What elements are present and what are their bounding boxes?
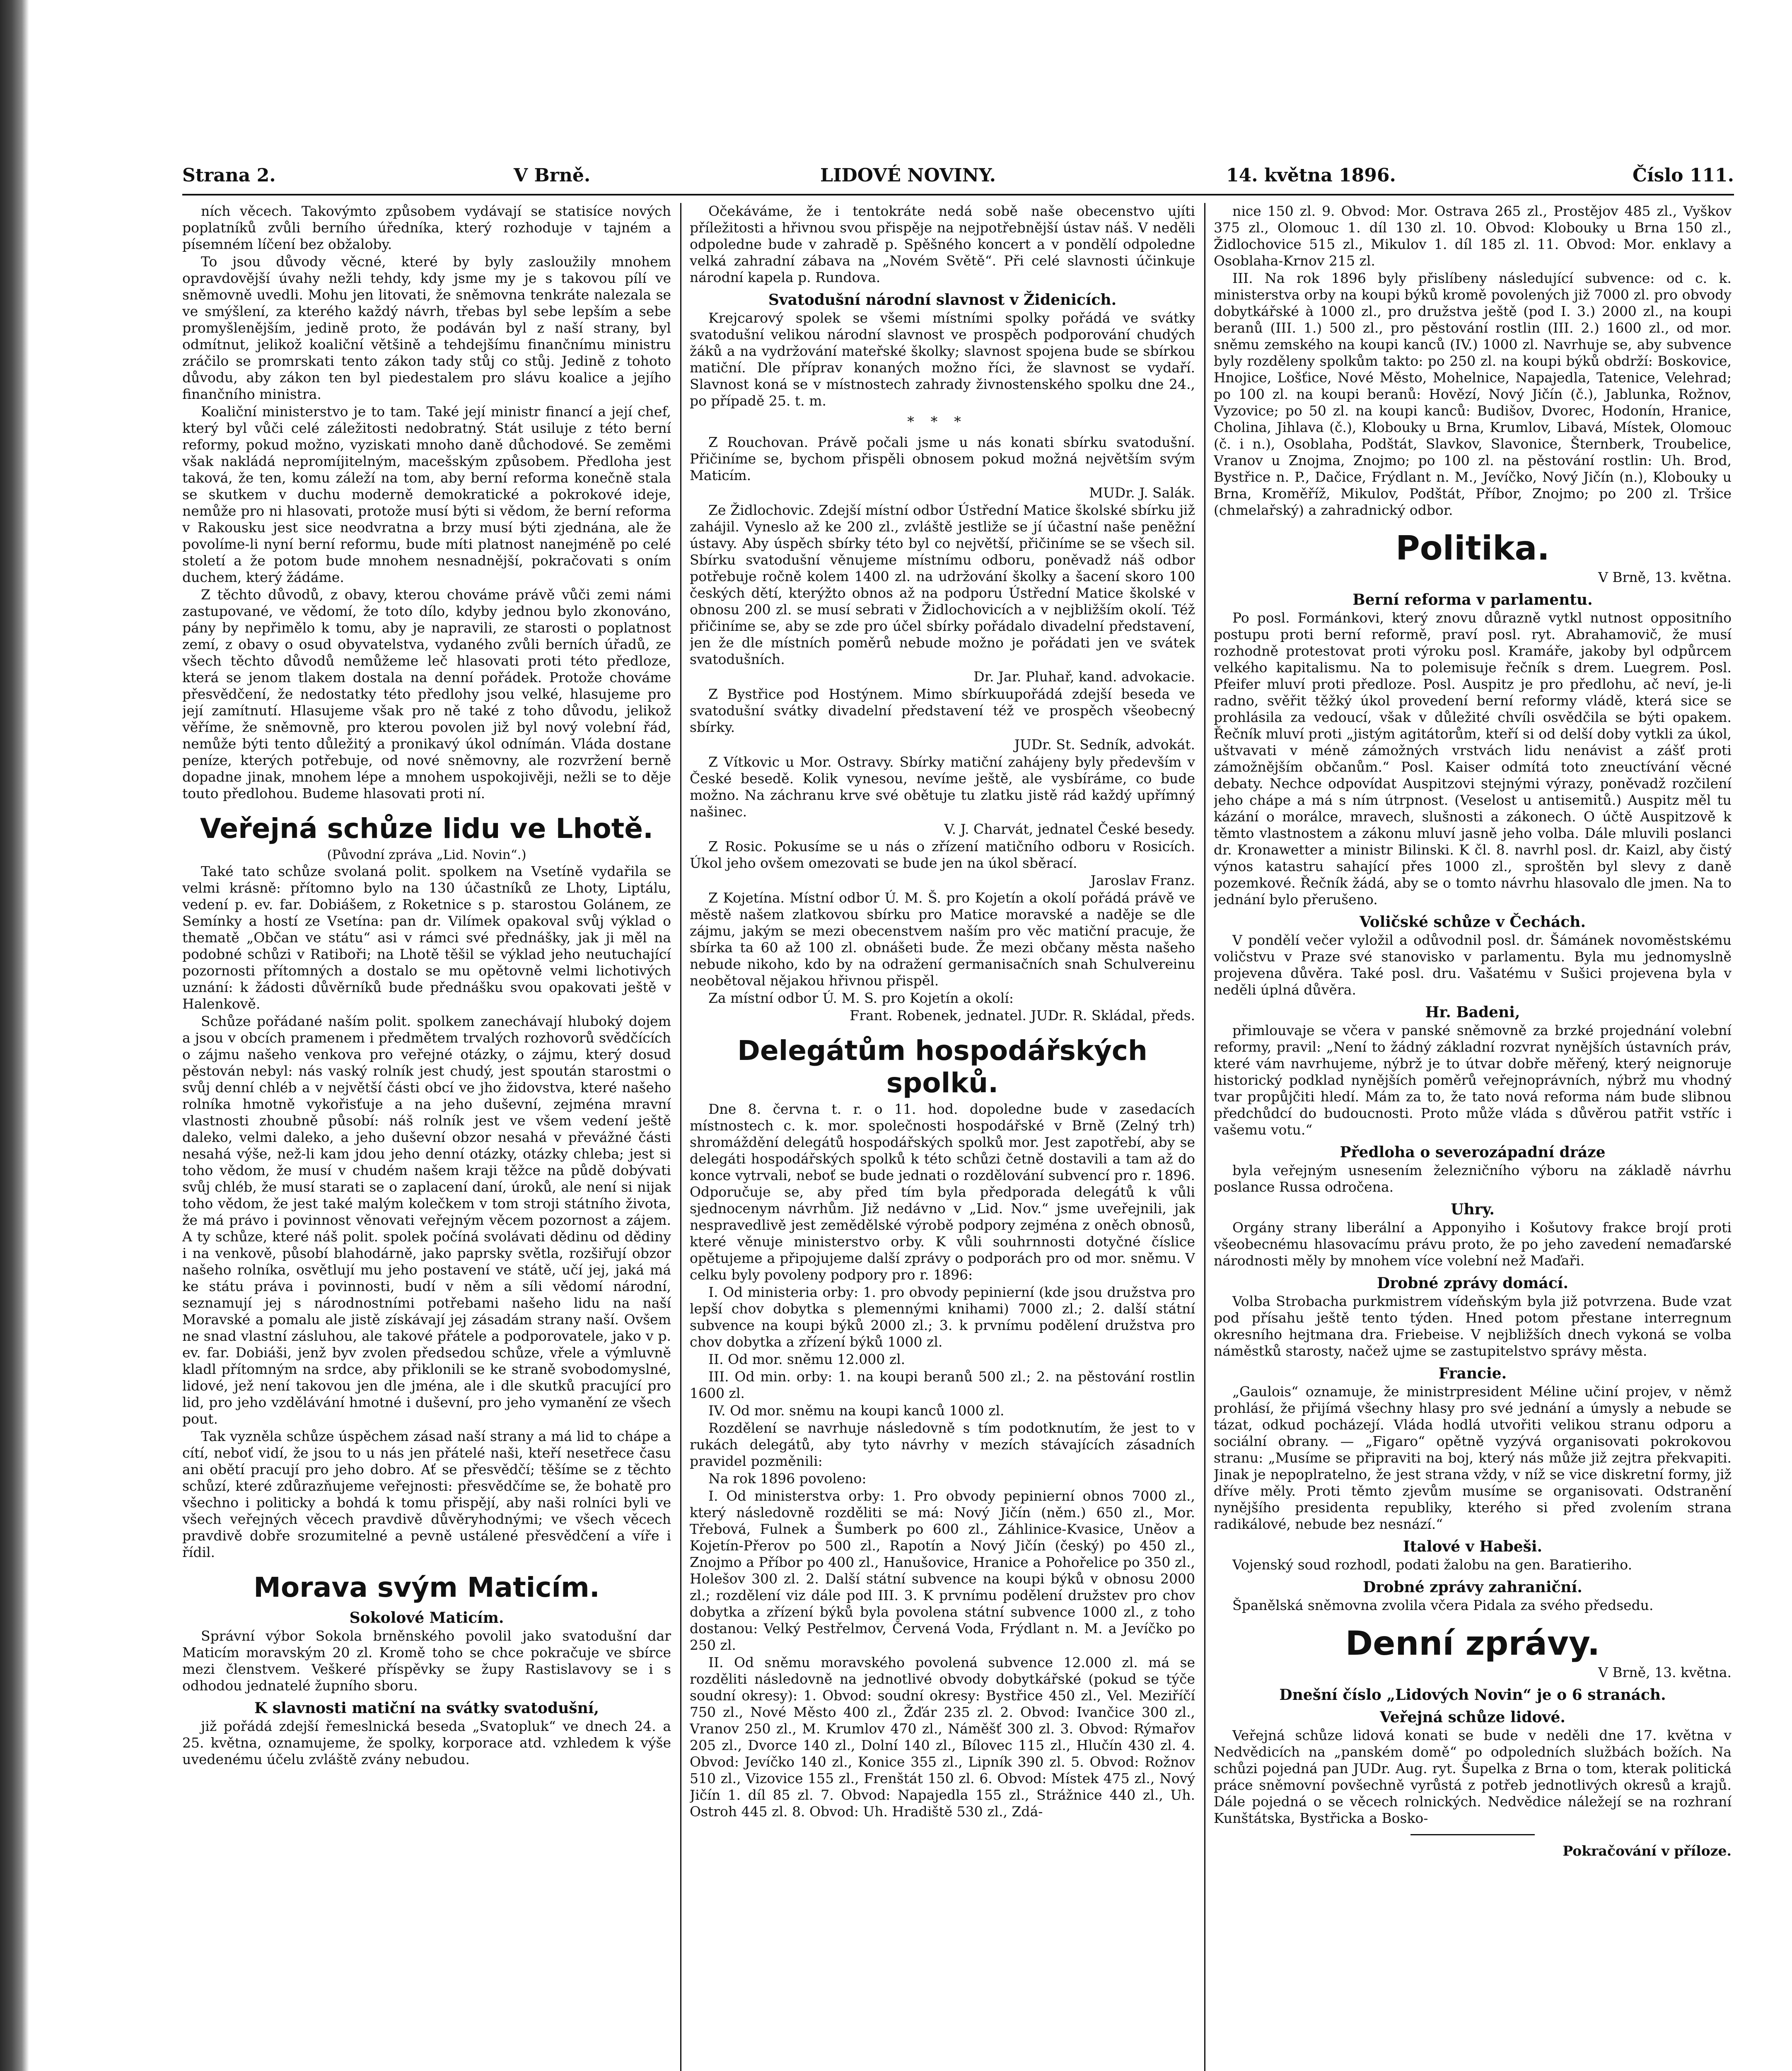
subheading: Drobné zprávy domácí. xyxy=(1377,1274,1568,1292)
article-paragraph: Krejcarový spolek se všemi místními spolky pořádá ve svátky svatodušní velikou národní slavnost ve prospěch podporování chudých žáků a na vydržování mateřské školky; slavnost spojena bude se sbírkou matiční. Dle příprav konaných možno říci, že slavnost se vydaří. Slavnost koná se v místnostech zahrady živnostenského spolku dne 24., po případě 25. t. m. xyxy=(690,310,1195,409)
headline-politika: Politika. xyxy=(1396,529,1550,567)
article-paragraph: Rozdělení se navrhuje následovně s tím podotknutím, že jest to v rukách delegátů, aby tyto návrhy v mezích stávajících zásadních pravidel pozměnili: xyxy=(690,1420,1195,1469)
article-paragraph: Také tato schůze svolaná polit. spolkem na Vsetíně vydařila se velmi krásně: přítomno bylo na 130 účastníků ze Lhoty, Liptálu, vedení p. ev. far. Dobiášem, z Roketnice s p. starostou Golánem, ze Semínky a hostí ze Vsetína: pan dr. Vilímek opakoval svůj výklad o thematě „Občan ve státu“ asi v rámci své přednášky, jak ji měl na podobné schůzi v Ratiboři; na Lhotě těšil se výklad jeho neutuchající pozornosti přítomných a dostalo se mu opětovně velmi lichotivých uznání: k žádosti důvěrníků bude přednášku svou opakovati ještě v Halenkově. xyxy=(182,863,671,1012)
article-paragraph: přimlouvaje se včera v panské sněmovně za brzké projednání volební reformy, pravil: „Není to žádný základní rozvrat nynějších ústavních práv, které vám navrhujeme, nýbrž je to útvar dobře měřený, který neignoruje historický podklad nynějších poměrů veřejnoprávních, nýbrž mu vhodný tvar propůjčiti hledí. Mám za to, že tato nová reforma nám bude slibnou předchůdcí do budoucnosti. Proto může vláda s důvěrou patřit vstříc i vašemu votu.“ xyxy=(1214,1022,1732,1138)
article-paragraph: Volba Strobacha purkmistrem vídeňským byla již potvrzena. Bude vzat pod přísahu ještě tento týden. Hned potom přestane interregnum okresního hejtmana dra. Friebeise. V nejbližších dnech vykoná se volba náměstků starosty, načež ujme se zastupitelstvo správy města. xyxy=(1214,1293,1732,1359)
article-paragraph: Z Vítkovic u Mor. Ostravy. Sbírky matiční zahájeny byly především v České besedě. Kolik vynesou, nevíme ještě, ale vysbíráme, co bude možno. Na záchranu krve své obětuje tu zlatku jistě rád každý upřímný našinec. xyxy=(690,754,1195,820)
article-paragraph: „Gaulois“ oznamuje, že ministrpresident Méline učiní projev, v němž prohlásí, že přijímá všechny hlasy pro své jednání a úmysly a nebude se tázat, odkud pocházejí. Vláda hodlá utvořiti velikou stranu odporu a sociální obrany. — „Figaro“ opětně vyzývá organisovati pokrokovou stranu: „Musíme se připraviti na boj, který nás může již zejtra překvapiti. Jinak je nepoplratelno, že jest strana vždy, v níž se vice diskretní formy, již dříve měly. Proti těmto zjevům musíme se organisovati. Odstranění nynějšího presidenta republiky, kterého si před zvolením strana radikálové, nebude bez nesnází.“ xyxy=(1214,1383,1732,1532)
page-header xyxy=(182,165,1734,190)
headline-delegates: Delegátům hospodářských spolků. xyxy=(737,1035,1147,1099)
article-paragraph: II. Od sněmu moravského povolená subvence 12.000 zl. má se rozděliti následovně na jednotlivé obvody dobytkářské (pokud se týče soudní okresy): 1. Obvod: soudní okresy: Bystřice 450 zl., Vel. Meziříčí 750 zl., Nové Město 400 zl., Žďár 235 zl. 2. Obvod: Ivančice 300 zl., Vranov 250 zl., M. Krumlov 470 zl., Náměšť 300 zl. 3. Obvod: Rýmařov 205 zl., Dvorce 140 zl., Dolní 140 zl., Bílovec 115 zl., Hlučín 430 zl. 4. Obvod: Jevíčko 140 zl., Konice 355 zl., Lipník 390 zl. 5. Obvod: Rožnov 510 zl., Vizovice 155 zl., Frenštát 150 zl. 6. Obvod: Místek 475 zl., Nový Jičín 1. díl 85 zl. 7. Obvod: Napajedla 155 zl., Strážnice 440 zl., Uh. Ostroh 445 zl. 8. Obvod: Uh. Hradiště 530 zl., Zdá- xyxy=(690,1654,1195,1820)
newspaper-title: LIDOVÉ NOVINY. xyxy=(820,165,996,186)
article-paragraph: Z Bystřice pod Hostýnem. Mimo sbírkuupořádá zdejší beseda ve svatodušní svátky divadelní představení též ve prospěch všeobecný sbírky. xyxy=(690,686,1195,735)
continuation-rule xyxy=(1410,1834,1535,1835)
article-paragraph: V pondělí večer vyložil a odůvodnil posl. dr. Šámánek novoměstskému voličstvu v Praze své stanovisko v parlamentu. Byla mu jednomyslně projevena důvěra. Také posl. dru. Vašatému v Sušici projevena byla v neděli úplná důvěra. xyxy=(1214,932,1732,998)
article-paragraph: Očekáváme, že i tentokráte nedá sobě naše obecenstvo ujíti příležitosti a hřivnou svou přispěje na nejpotřebnější ústav náš. V neděli odpoledne bude v zahradě p. Spěšného koncert a v pondělí odpoledne velká zahradní zábava na „Novém Světě“. Při celé slavnosti účinkuje národní kapela p. Rundova. xyxy=(690,203,1195,285)
article-paragraph: Za místní odbor Ú. M. S. pro Kojetín a okolí: xyxy=(708,990,1014,1006)
subheading: Berní reforma v parlamentu. xyxy=(1352,591,1593,608)
article-paragraph: I. Od ministerstva orby: 1. Pro obvody pepinierní obnos 7000 zl., který následovně rozděliti se má: Nový Jičín (něm.) 650 zl., Mor. Třebová, Fulnek a Šumberk po 600 zl., Záhlinice-Kvasice, Uněov a Kojetín-Přerov po 500 zl., Rapotín a Nový Jičín (český) po 450 zl., Znojmo a Příbor po 400 zl., Hanušovice, Hranice a Pohořelice po 350 zl., Holešov 300 zl. 2. Další státní subvence na koupi býků v obnosu 2000 zl.; rozdělení viz dále pod III. 3. K prvnímu podělení družstev pro chov dobytka a zřízení býků byla povolena státní subvence 1000 zl., z toho dostanou: Velký Pestřelmov, Červená Voda, Frýdlant n. M. a Jevíčko po 250 zl. xyxy=(690,1488,1195,1653)
article-paragraph: Z Kojetína. Místní odbor Ú. M. Š. pro Kojetín a okolí pořádá právě ve městě našem zlatkovou sbírku pro Matice moravské a naděje se dle zájmu, jakým se mezi obecenstvem naším pro věc matiční pracuje, že sbírka ta 60 až 100 zl. obnášeti bude. Že mezi občany města našeho nebude nikoho, kdo by na odražení germanisačních snah Schulvereinu neobětoval nějakou hřivnou přispěl. xyxy=(690,890,1195,989)
page-number: Strana 2. xyxy=(182,165,276,186)
article-paragraph: ních věcech. Takovýmto způsobem vydávají se statisíce nových poplatníků zvůli berního úředníka, který rozhoduje v tajném a písemném líčení bez obžaloby. xyxy=(182,203,671,252)
column-right xyxy=(1214,203,1732,2071)
article-paragraph: Po posl. Formánkovi, který znovu důrazně vytkl nutnost oppositního postupu proti berní reformě, praví posl. ryt. Abrahamovič, že musí rozhodně protestovat proti výroku posl. Kramáře, jakoby byl odpůrcem velkého kapitalismu. Na to polemisuje řečník s drem. Luegrem. Posl. Pfeifer mluví proti předloze. Posl. Auspitz je pro předlohu, ač neví, je-li radno, svěřit těžký úkol provedení berní reformy vládě, která sice se prohlásila za vedoucí, však v důležité chvíli osvědčila se býti opakem. Řečník mluví proti „jistým agitátorům, kteří si od delší doby vytkli za úkol, uštvavati v méně zámožných vrstvách lidu nenávist a zášť proti zámožnějším občanům.“ Posl. Kaiser odmítá toto zneuctívání věcné debaty. Nechce odpovídat Auspitzovi stejnými výrazy, poněvadž rozčilení jeho chápe a má s ním útrpnost. (Veselost u antisemitů.) Auspitz měl tu kázání o morálce, mravech, slušnosti a zákonech. O účtě Auspitzově k těmto vlastnostem a zákonu mluví jasně jeho volba. Dále mluvili poslanci dr. Kronawetter a ministr Bilinski. K čl. 8. navrhl posl. dr. Kaizl, aby čistý výnos katastru sahající přes 1000 zl., sproštěn byl slevy z daně pozemkové. Řečník žádá, aby se o tomto návrhu hlasovalo dle jmen. Na to jednání bylo přerušeno. xyxy=(1214,610,1732,908)
column-divider xyxy=(1204,203,1205,2071)
subheading: Drobné zprávy zahraniční. xyxy=(1363,1579,1582,1596)
article-paragraph: byla veřejným usnesením železničního výboru na základě návrhu poslance Russa odročena. xyxy=(1214,1162,1732,1195)
subheading: Svatodušní národní slavnost v Židenicích. xyxy=(768,291,1117,309)
signature: Frant. Robenek, jednatel. JUDr. R. Skládal, předs. xyxy=(850,1007,1195,1023)
article-paragraph: IV. Od mor. sněmu na koupi kanců 1000 zl. xyxy=(708,1402,1005,1419)
article-paragraph: Schůze pořádané naším polit. spolkem zanechávají hluboký dojem a jsou v obcích pramenem i předmětem trvalých rozhovorů svědčících o zájmu našeho venkova pro veřejné otázky, o zájmu, který dosud pěstován nebyl: nás vaský rolník jest chudý, jest spoután starostmi o svůj denní chléb a v největší části obcí ve jho židovstva, které našeho rolníka hmotně vykořisťuje a na jeho duševní, zejména mravní vlastnosti zhoubně působí: náš rolník jest ve všem vedení ještě daleko, velmi daleko, a jeho duševní obzor nesahá v převážné části nesahá výše, než-li kam jdou jeho denní otázky, otázky chleba; jest si toho vědom, že musí v chudém našem kraji těžce na půdě dobývati svůj chléb, že musí starati se o zaplacení daní, úroků, ale není si nijak toho vědom, že jest také malým kolečkem v tom stroji státního života, že má právo i povinnost věnovati veřejným věcem pozornost a zájem. A ty schůze, které náš polit. spolek počíná svolávati dědinu od dědiny i na venkově, působí blahodárně, jako paprsky světla, rozšiřují obzor našeho rolníka, osvětlují mu jeho postavení ve státě, učí jej, jaká má ke státu práva i povinnosti, budí v něm a síli vědomí národní, seznamují jej s národnostními potřebami našeho lidu na naší Moravské a pomalu ale jistě získávají jej zásadám strany naší. Ovšem ne snad vlastní zásluhou, ale takové přátele a podporovatele, jako v p. ev. far. Dobiáši, jenž byv zvolen předsedou schůze, vřele a výmluvně kladl přítomným na srdce, aby přiklonili se ke straně svobodomyslné, lidové, jež není takovou jen dle jména, ale i dle skutků pracující pro lid, pro jeho vzdělávání hmotné i duševní, pro jeho vymanění ze všech pout. xyxy=(182,1013,671,1427)
article-paragraph: Z těchto důvodů, z obavy, kterou chováme právě vůči zemi námi zastupované, ve vědomí, že toto dílo, kdyby jednou bylo zkonováno, pány by nepřimělo k tomu, aby je napravili, ze starosti o poplatnost zemí, z obavy o osud obyvatelstva, vydaného zvůli berních úřadů, ze všech těchto důvodů nemůžeme leč hlasovati proti této předloze, která se jenom tlakem dostala na denní pořádek. Protože chováme přesvědčení, že nedostatky této předlohy jsou velké, hlasujeme pro její zamítnutí. Hlasujeme však pro ně také z toho důvodu, jelikož věříme, že sněmovně, pro kterou povolen již byl nový volební řád, nemůže býti tento důležitý a pronikavý úkol odnímán. Vláda dostane peníze, kterých potřebuje, od nové sněmovny, ale rozvržení berně dopadne jinak, mnohem lépe a mnohem uspokojivěji, nežli se to děje touto předlohou. Budeme hlasovati proti ní. xyxy=(182,587,671,801)
subheading: K slavnosti matiční na svátky svatodušní, xyxy=(254,1699,599,1717)
article-paragraph: I. Od ministeria orby: 1. pro obvody pepinierní (kde jsou družstva pro lepší chov dobytka s plemennými knihami) 7000 zl.; 2. další státní subvence na koupi býků 2000 zl.; 3. k prvnímu podělení družstva pro chov dobytka a zřízení býků 1000 zl. xyxy=(690,1284,1195,1350)
article-paragraph: Španělská sněmovna zvolila včera Pidala za svého předsedu. xyxy=(1232,1597,1654,1613)
article-paragraph: Z Rosic. Pokusíme se u nás o zřízení matičního odboru v Rosicích. Úkol jeho ovšem omezovati se bude jen na úkol sběrací. xyxy=(690,838,1195,871)
subheading: Sokolové Maticím. xyxy=(349,1609,504,1627)
article-paragraph: Dne 8. června t. r. o 11. hod. dopoledne bude v zasedacích místnostech c. k. mor. společnosti hospodářské v Brně (Zelný trh) shromáždění delegátů hospodářských spolků mor. Jest zapotřebí, aby se delegáti hospodářských spolků k této schůzi četně dostavili a tam až do konce vytrvali, neboť se bude jednati o rozdělování subvencí pro r. 1896. Odporučuje se, aby před tím byla předporada delegátů k vůli sjednocenym návrhům. Již nedávno v „Lid. Nov.“ jsme uveřejnili, jak nespravedlivě jest zemědělské výrobě podpory zejména z oněch obnosů, které věnuje ministerstvo orby. K vůli souhrnnosti dotyčné číslice opětujeme a připojujeme další zprávy o podporách pro od mor. sněmu. V celku byly povoleny podpory pro r. 1896: xyxy=(690,1101,1195,1283)
headline-note: (Původní zpráva „Lid. Novin“.) xyxy=(327,847,526,862)
article-paragraph: Z Rouchovan. Právě počali jsme u nás konati sbírku svatodušní. Přičiníme se, bychom přispěli obnosem pokud možná největším svým Maticím. xyxy=(690,434,1195,483)
article-paragraph: Veřejná schůze lidová konati se bude v neděli dne 17. května v Nedvědicích na „panském domě“ po odpoledních službách božích. Na schůzi pojedná pan JUDr. Aug. ryt. Šupelka z Brna o tom, kterak politická práce sněmovní povšechně vyrůstá z potřeb jednotlivých okresů a krajů. Dále pojedná o se věcech rolnických. Nedvědice náležejí se na rozhraní Kunštátska, Bystřicka a Bosko- xyxy=(1214,1727,1732,1826)
article-paragraph: Vojenský soud rozhodl, podati žalobu na gen. Baratieriho. xyxy=(1232,1557,1633,1573)
column-divider xyxy=(680,203,681,2071)
section-stars: *** xyxy=(907,413,978,430)
article-paragraph: Ze Židlochovic. Zdejší místní odbor Ústřední Matice školské sbírku již zahájil. Vyneslo až ke 200 zl., zvláště jestliže se jí účastní naše peněžní ústavy. Aby úspěch sbírky této byl co největší, přičiníme se se všech sil. Sbírku svatodušní věnujeme místnímu odboru, poněvadž náš odbor potřebuje ročně kolem 1400 zl. na udržování školky a šacení skoro 100 českých dětí, kterýžto obnos až na podporu Ústřední Matice školské v obnosu 200 zl. se musí sebrati v Židlochovicích a v nejbližším okolí. Též přičiníme se, aby se zde pro účel sbírky pořádalo divadelní představení, jen že dle místních poměrů nebude možno je pořádati jen ve svátek svatodušních. xyxy=(690,502,1195,667)
signature: V. J. Charvát, jednatel České besedy. xyxy=(944,821,1195,837)
subheading: Hr. Badeni, xyxy=(1425,1004,1520,1021)
subheading: Uhry. xyxy=(1451,1201,1495,1218)
subheading: Dnešní číslo „Lidových Novin“ je o 6 stranách. xyxy=(1279,1686,1666,1704)
article-paragraph: III. Od min. orby: 1. na koupi beranů 500 zl.; 2. na pěstování rostlin 1600 zl. xyxy=(690,1369,1195,1401)
headline-denni-zpravy: Denní zprávy. xyxy=(1345,1624,1600,1663)
dateline: V Brně, 13. května. xyxy=(1598,1664,1732,1680)
article-paragraph: II. Od mor. sněmu 12.000 zl. xyxy=(708,1351,906,1367)
signature: Jaroslav Franz. xyxy=(1090,872,1195,888)
article-paragraph: To jsou důvody věcné, které by byly zasloužily mnohem opravdovější úvahy nežli tehdy, kdy jsme my je s takovou pílí ve sněmovně uvedli. Mohu jen litovati, že sněmovna tenkráte nalezala se ve smýšlení, za kterého každý návrh, třebas byl sebe lepším a sebe promyšlenějším, jedině proto, že podáván byl z naší strany, byl odmítnut, jelikož koaliční většině a tehdejšímu finančnímu ministru zráčilo se promrskati tento zákon tady stůj co stůj. Jedině z tohoto důvodu, aby zákon ten byl piedestalem pro slávu koalice a jejího finančního ministra. xyxy=(182,253,671,402)
issue-number: Číslo 111. xyxy=(1632,165,1734,186)
article-paragraph: Koaliční ministerstvo je to tam. Také její ministr financí a její chef, který byl vůči celé záležitosti nedobratný. Stát usiluje z této berní reformy, pokud možno, vyziskati mnoho daně důchodové. Se zeměmi však nakládá nepromíjitelným, macešským způsobem. Předloha jest taková, že ten, komu záleží na tom, aby berní reforma konečně stala se skutkem v duchu moderně demokratické a pokrokové ideje, nemůže pro ni hlasovati, protože musí býti si vědom, že berní reforma v Rakousku jest sice neodvratna a brzy musí býti zjednána, ale že povolíme-li nyní berní reformu, bude míti platnost nanejméně po celé století a že potom bude mnohem nesnadnější, pokračovati s oním duchem, který žádáme. xyxy=(182,403,671,585)
page-binding-edge xyxy=(0,0,29,2071)
header-rule xyxy=(182,194,1734,196)
continuation-note: Pokračování v příloze. xyxy=(1563,1843,1732,1859)
subheading: Veřejná schůze lidové. xyxy=(1380,1709,1565,1726)
article-paragraph: Na rok 1896 povoleno: xyxy=(708,1470,867,1487)
article-paragraph: Tak vyzněla schůze úspěchem zásad naší strany a má lid to chápe a cítí, neboť vidí, že jsou to u nás jen přátelé naši, kteří nesetřece času ani obětí pracují pro jeho dobro. Ať se přesvědčí; těšíme se z těchto schůzí, které zdůrazňujeme veřejnosti: přesvědčíme se, že bohatě pro všechno i politicky a bohdá k tomu přispějí, aby naši rolníci byli ve všech veřejných věcech pravdivě důvěryhodnými; ve všech věcech pravdivě dobře srozumitelné a pevně ustálené přesvědčení a víře i řídil. xyxy=(182,1428,671,1560)
subheading: Voličské schůze v Čechách. xyxy=(1359,913,1586,931)
column-left xyxy=(182,203,671,2071)
signature: MUDr. J. Salák. xyxy=(1089,485,1195,501)
subheading: Francie. xyxy=(1438,1365,1507,1382)
article-paragraph: Orgány strany liberální a Apponyiho i Košutovy frakce brojí proti všeobecnému hlasovacímu právu proto, že po jeho zavedení nemaďarské národnosti měly by mnohem více volební než Maďaři. xyxy=(1214,1219,1732,1269)
signature: Dr. Jar. Pluhař, kand. advokacie. xyxy=(973,669,1195,685)
signature: JUDr. St. Sedník, advokát. xyxy=(1014,736,1195,753)
article-paragraph: III. Na rok 1896 byly přislíbeny následující subvence: od c. k. ministerstva orby na koupi býků kromě povolených již 7000 zl. pro obvody dobytkářské à 1000 zl., pro družstva ještě (pod I. 3.) 2000 zl., na koupi beranů (III. 1.) 500 zl., pro pěstování rostlin (III. 2.) 1600 zl., od mor. sněmu zemského na koupi kanců (IV.) 1000 zl. Navrhuje se, aby subvence byly rozděleny spolkům takto: po 250 zl. na koupi býků obdrží: Boskovice, Hnojice, Lošťice, Nové Město, Mohelnice, Napajedla, Tatenice, Velehrad; po 100 zl. na koupi beranů: Hovězí, Nový Jičín (č.), Jablunka, Rožnov, Vyzovice; po 50 zl. na koupi kanců: Budišov, Dvorec, Hodonín, Hranice, Cholina, Jihlava (č.), Klobouky u Brna, Krumlov, Libavá, Místek, Olomouc (č. i n.), Osoblaha, Podštát, Slavkov, Slavonice, Šternberk, Troubelice, Vranov u Znojma, Znojmo; po 100 zl. na pěstování rostlin: Uh. Brod, Bystřice n. P., Dačice, Frýdlant n. M., Jevíčko, Nový Jičín (n.), Klobouky u Brna, Kroměříž, Mikulov, Podštát, Příbor, Znojmo; po 200 zl. Tršice (chmelařský) a zahradnický odbor. xyxy=(1214,270,1732,518)
header-place: V Brně. xyxy=(514,165,591,186)
dateline: V Brně, 13. května. xyxy=(1598,569,1732,585)
headline-lhota: Veřejná schůze lidu ve Lhotě. xyxy=(200,813,654,845)
subheading: Předloha o severozápadní dráze xyxy=(1340,1144,1606,1161)
headline-morava: Morava svým Maticím. xyxy=(254,1571,600,1603)
article-paragraph: nice 150 zl. 9. Obvod: Mor. Ostrava 265 zl., Prostějov 485 zl., Vyškov 375 zl., Olomouc 1. díl 130 zl. 10. Obvod: Klobouky u Brna 150 zl., Židlochovice 515 zl., Mikulov 1. díl 185 zl. 11. Obvod: Mor. enklavy a Osoblaha-Krnov 215 zl. xyxy=(1214,203,1732,269)
subheading: Italové v Habeši. xyxy=(1403,1538,1543,1555)
article-paragraph: Správní výbor Sokola brněnského povolil jako svatodušní dar Maticím moravským 20 zl. Kromě toho se chce pokračuje ve sbírce mezi členstvem. Veškeré příspěvky se župy Rastislavovy se i s odhodou jednatelé župního sboru. xyxy=(182,1628,671,1694)
issue-date: 14. května 1896. xyxy=(1226,165,1396,186)
article-paragraph: již pořádá zdejší řemeslnická beseda „Svatopluk“ ve dnech 24. a 25. května, oznamujeme, že spolky, korporace atd. vzhledem k výše uvedenému účelu zvláště zvány nebudou. xyxy=(182,1718,671,1767)
column-middle xyxy=(690,203,1195,2071)
